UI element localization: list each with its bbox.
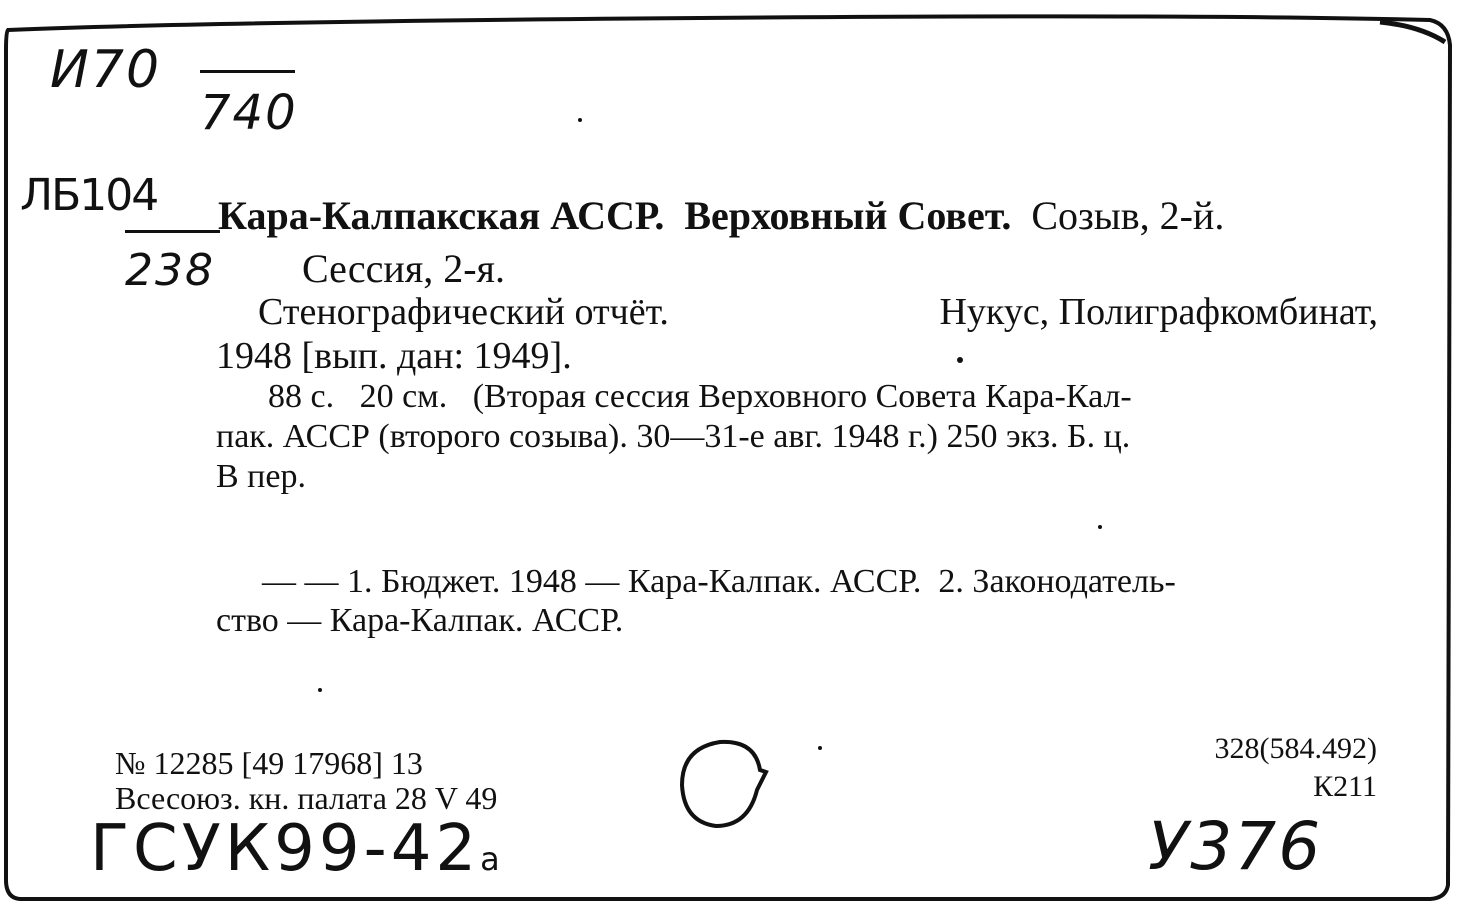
book-chamber: Всесоюз. кн. палата 28 V 49 [115, 780, 498, 816]
entry-heading [218, 192, 1224, 239]
record-number: № 12285 [49 17968] 13 [115, 745, 423, 781]
inventory-code-suffix: а [480, 840, 504, 878]
shelf-mark-left-bar [125, 230, 220, 233]
subjects-line1: — — 1. Бюджет. 1948 — Кара-Калпак. АССР. 2. Законодатель- [262, 563, 1176, 600]
shelf-mark-top-bar [200, 70, 295, 73]
inventory-code-main: ГСУК99-42 [90, 812, 481, 886]
shelf-mark-top-denominator: 740 [200, 85, 298, 141]
author-mark: К211 [1313, 770, 1377, 803]
handwritten-inventory-code [90, 812, 504, 886]
entry-description-line3: В пер. [216, 458, 306, 495]
heading-body: Верховный Совет. [684, 193, 1012, 238]
entry-title-text: Стенографический отчёт. [258, 291, 669, 333]
heading-convocation: Созыв, 2-й. [1031, 193, 1225, 238]
circle-stamp-icon [682, 742, 766, 826]
handwritten-number-right: У376 [1148, 808, 1323, 885]
entry-description-line2: пак. АССР (второго созыва). 30—31-е авг. 1948 г.) 250 экз. Б. ц. [216, 418, 1131, 455]
shelf-mark-top: И70 [50, 40, 162, 100]
classification-code: 328(584.492) [1214, 732, 1377, 765]
subjects-line2: ство — Кара-Калпак. АССР. [216, 602, 624, 639]
shelf-mark-left-denominator: 238 [125, 245, 215, 296]
entry-publisher: Нукус, Полиграфкомбинат, [939, 291, 1378, 333]
entry-description-line1: 88 с. 20 см. (Вторая сессия Верховного Совета Кара-Кал- [268, 378, 1132, 415]
entry-session: Сессия, 2-я. [302, 246, 505, 291]
entry-year: 1948 [вып. дан: 1949]. [216, 335, 572, 377]
entry-title [258, 290, 1378, 334]
heading-organization: Кара-Калпакская АССР. [218, 193, 665, 238]
shelf-mark-left: ЛБ104 [20, 170, 158, 221]
